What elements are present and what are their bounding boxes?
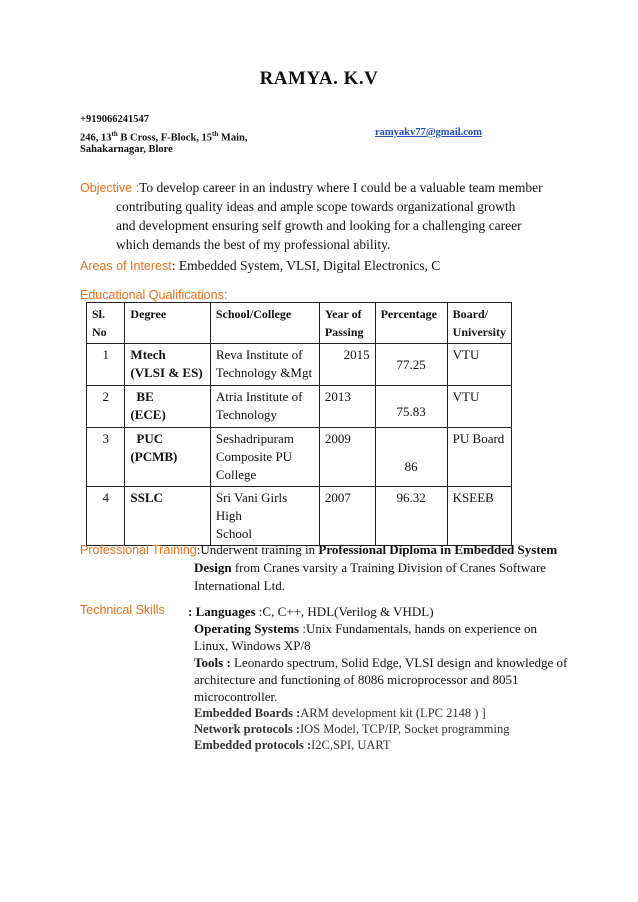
network-label: Network protocols : [194, 722, 300, 736]
network-value: IOS Model, TCP/IP, Socket programming [300, 722, 510, 736]
table-header-row [87, 303, 512, 344]
header-board [447, 303, 511, 344]
header-board-line2: University [452, 325, 506, 339]
school-line2: Technology &Mgt [215, 365, 313, 380]
skills-tools [194, 654, 567, 671]
header-year-line2: Passing [324, 325, 364, 339]
row-sl: 4 [87, 487, 125, 546]
training-bold-1: Professional Diploma in Embedded System [318, 542, 558, 557]
education-table [86, 302, 512, 546]
objective-line-1 [80, 178, 543, 198]
tools-label: Tools : [194, 655, 231, 670]
school-line1: Reva Institute of [215, 347, 303, 362]
row-degree [125, 386, 210, 428]
skills-heading: Technical Skills [80, 603, 165, 617]
row-degree [125, 428, 210, 487]
row-degree: SSLC [125, 487, 210, 546]
tools-value: Leonardo spectrum, Solid Edge, VLSI design and knowledge of [230, 655, 568, 670]
row-percentage: 86 [375, 428, 447, 487]
address-part-a: 246, 13 [80, 132, 112, 144]
address-sup-2: th [212, 130, 219, 138]
row-percentage: 96.32 [375, 487, 447, 546]
header-percentage: Percentage [375, 303, 447, 344]
degree-name: PUC [136, 431, 164, 446]
education-heading: Educational Qualifications: [80, 288, 228, 302]
school-line3: College [215, 467, 257, 482]
header-board-line1: Board/ [452, 307, 489, 321]
degree-branch: (VLSI & ES) [130, 365, 203, 380]
header-degree: Degree [125, 303, 210, 344]
school-line2: Technology [215, 407, 278, 422]
school-line1: Atria Institute of [215, 389, 303, 404]
school-line2: Composite PU [215, 449, 293, 464]
header-year-line1: Year of [324, 307, 362, 321]
training-heading: Professional Training [80, 543, 197, 557]
skills-tools-continued-1: architecture and functioning of 8086 microprocessor and 8051 [194, 672, 519, 687]
boards-label: Embedded Boards : [194, 706, 301, 720]
row-percentage: 75.83 [375, 386, 447, 428]
interest-section [80, 256, 440, 276]
skills-os-continued: Linux, Windows XP/8 [194, 638, 311, 653]
degree-branch: (ECE) [130, 407, 166, 422]
table-row [87, 386, 512, 428]
degree-name: BE [136, 389, 154, 404]
row-school [210, 344, 319, 386]
objective-heading: Objective : [80, 181, 140, 195]
skills-embedded-protocols [194, 737, 391, 754]
row-year: 2013 [319, 386, 375, 428]
interest-heading: Areas of Interest [80, 259, 172, 273]
header-sl-line2: No [92, 325, 107, 339]
address-line-2: Sahakarnagar, Blore [80, 144, 173, 155]
training-pre: :Underwent training in [196, 542, 319, 557]
header-sl-line1: Sl. [92, 307, 106, 321]
address-part-c: Main, [218, 132, 248, 144]
objective-continued [116, 197, 522, 254]
address-part-b: B Cross, F-Block, 15 [117, 132, 213, 144]
embedded-label: Embedded protocols : [194, 738, 312, 752]
row-board: VTU [447, 386, 511, 428]
skills-os [194, 620, 537, 637]
row-year: 2009 [319, 428, 375, 487]
row-board: PU Board [447, 428, 511, 487]
row-school [210, 386, 319, 428]
skills-embedded-boards [194, 705, 486, 722]
school-line1: Sri Vani Girls High [215, 490, 288, 523]
skills-network-protocols [194, 721, 510, 738]
embedded-value: I2C,SPI, UART [311, 738, 391, 752]
row-sl: 3 [87, 428, 125, 487]
row-year: 2015 [319, 344, 375, 386]
row-board: VTU [447, 344, 511, 386]
objective-text-2: contributing quality ideas and ample scope towards organizational growth [116, 199, 516, 214]
email-link[interactable]: ramyakv77@gmail.com [375, 127, 482, 138]
degree-name: Mtech [130, 347, 166, 362]
row-sl: 2 [87, 386, 125, 428]
training-line-1 [80, 540, 557, 560]
resume-name: RAMYA. K.V [259, 68, 379, 89]
languages-value: :C, C++, HDL(Verilog & VHDL) [255, 604, 434, 619]
interest-value: : Embedded System, VLSI, Digital Electronics, C [171, 258, 441, 273]
training-line-3: International Ltd. [194, 578, 285, 593]
training-bold-2: Design [194, 560, 232, 575]
table-row [87, 487, 512, 546]
boards-value: ARM development kit (LPC 2148 ) ] [300, 706, 486, 720]
header-year [319, 303, 375, 344]
os-label: Operating Systems [194, 621, 300, 636]
school-line2: School [215, 526, 252, 541]
table-row [87, 344, 512, 386]
row-board: KSEEB [447, 487, 511, 546]
skills-tools-continued-2: microcontroller. [194, 689, 278, 704]
degree-branch: (PCMB) [130, 449, 178, 464]
objective-text-3: and development ensuring self growth and looking for a challenging career [116, 218, 522, 233]
school-line1: Seshadripuram [215, 431, 294, 446]
objective-text-4: which demands the best of my professional ability. [116, 237, 391, 252]
training-post: from Cranes varsity a Training Division of Cranes Software [231, 560, 547, 575]
row-school [210, 428, 319, 487]
row-sl: 1 [87, 344, 125, 386]
header-sl [87, 303, 125, 344]
table-row [87, 428, 512, 487]
skills-languages [188, 603, 434, 620]
languages-label: : Languages [188, 604, 256, 619]
row-year: 2007 [319, 487, 375, 546]
os-value: :Unix Fundamentals, hands on experience on [299, 621, 538, 636]
address-sup-1: th [111, 130, 118, 138]
row-school [210, 487, 319, 546]
phone-number: +919066241547 [80, 114, 149, 125]
training-line-2 [194, 558, 546, 577]
header-school: School/College [210, 303, 319, 344]
row-percentage: 77.25 [375, 344, 447, 386]
row-degree [125, 344, 210, 386]
objective-text-1: To develop career in an industry where I could be a valuable team member [139, 180, 543, 195]
